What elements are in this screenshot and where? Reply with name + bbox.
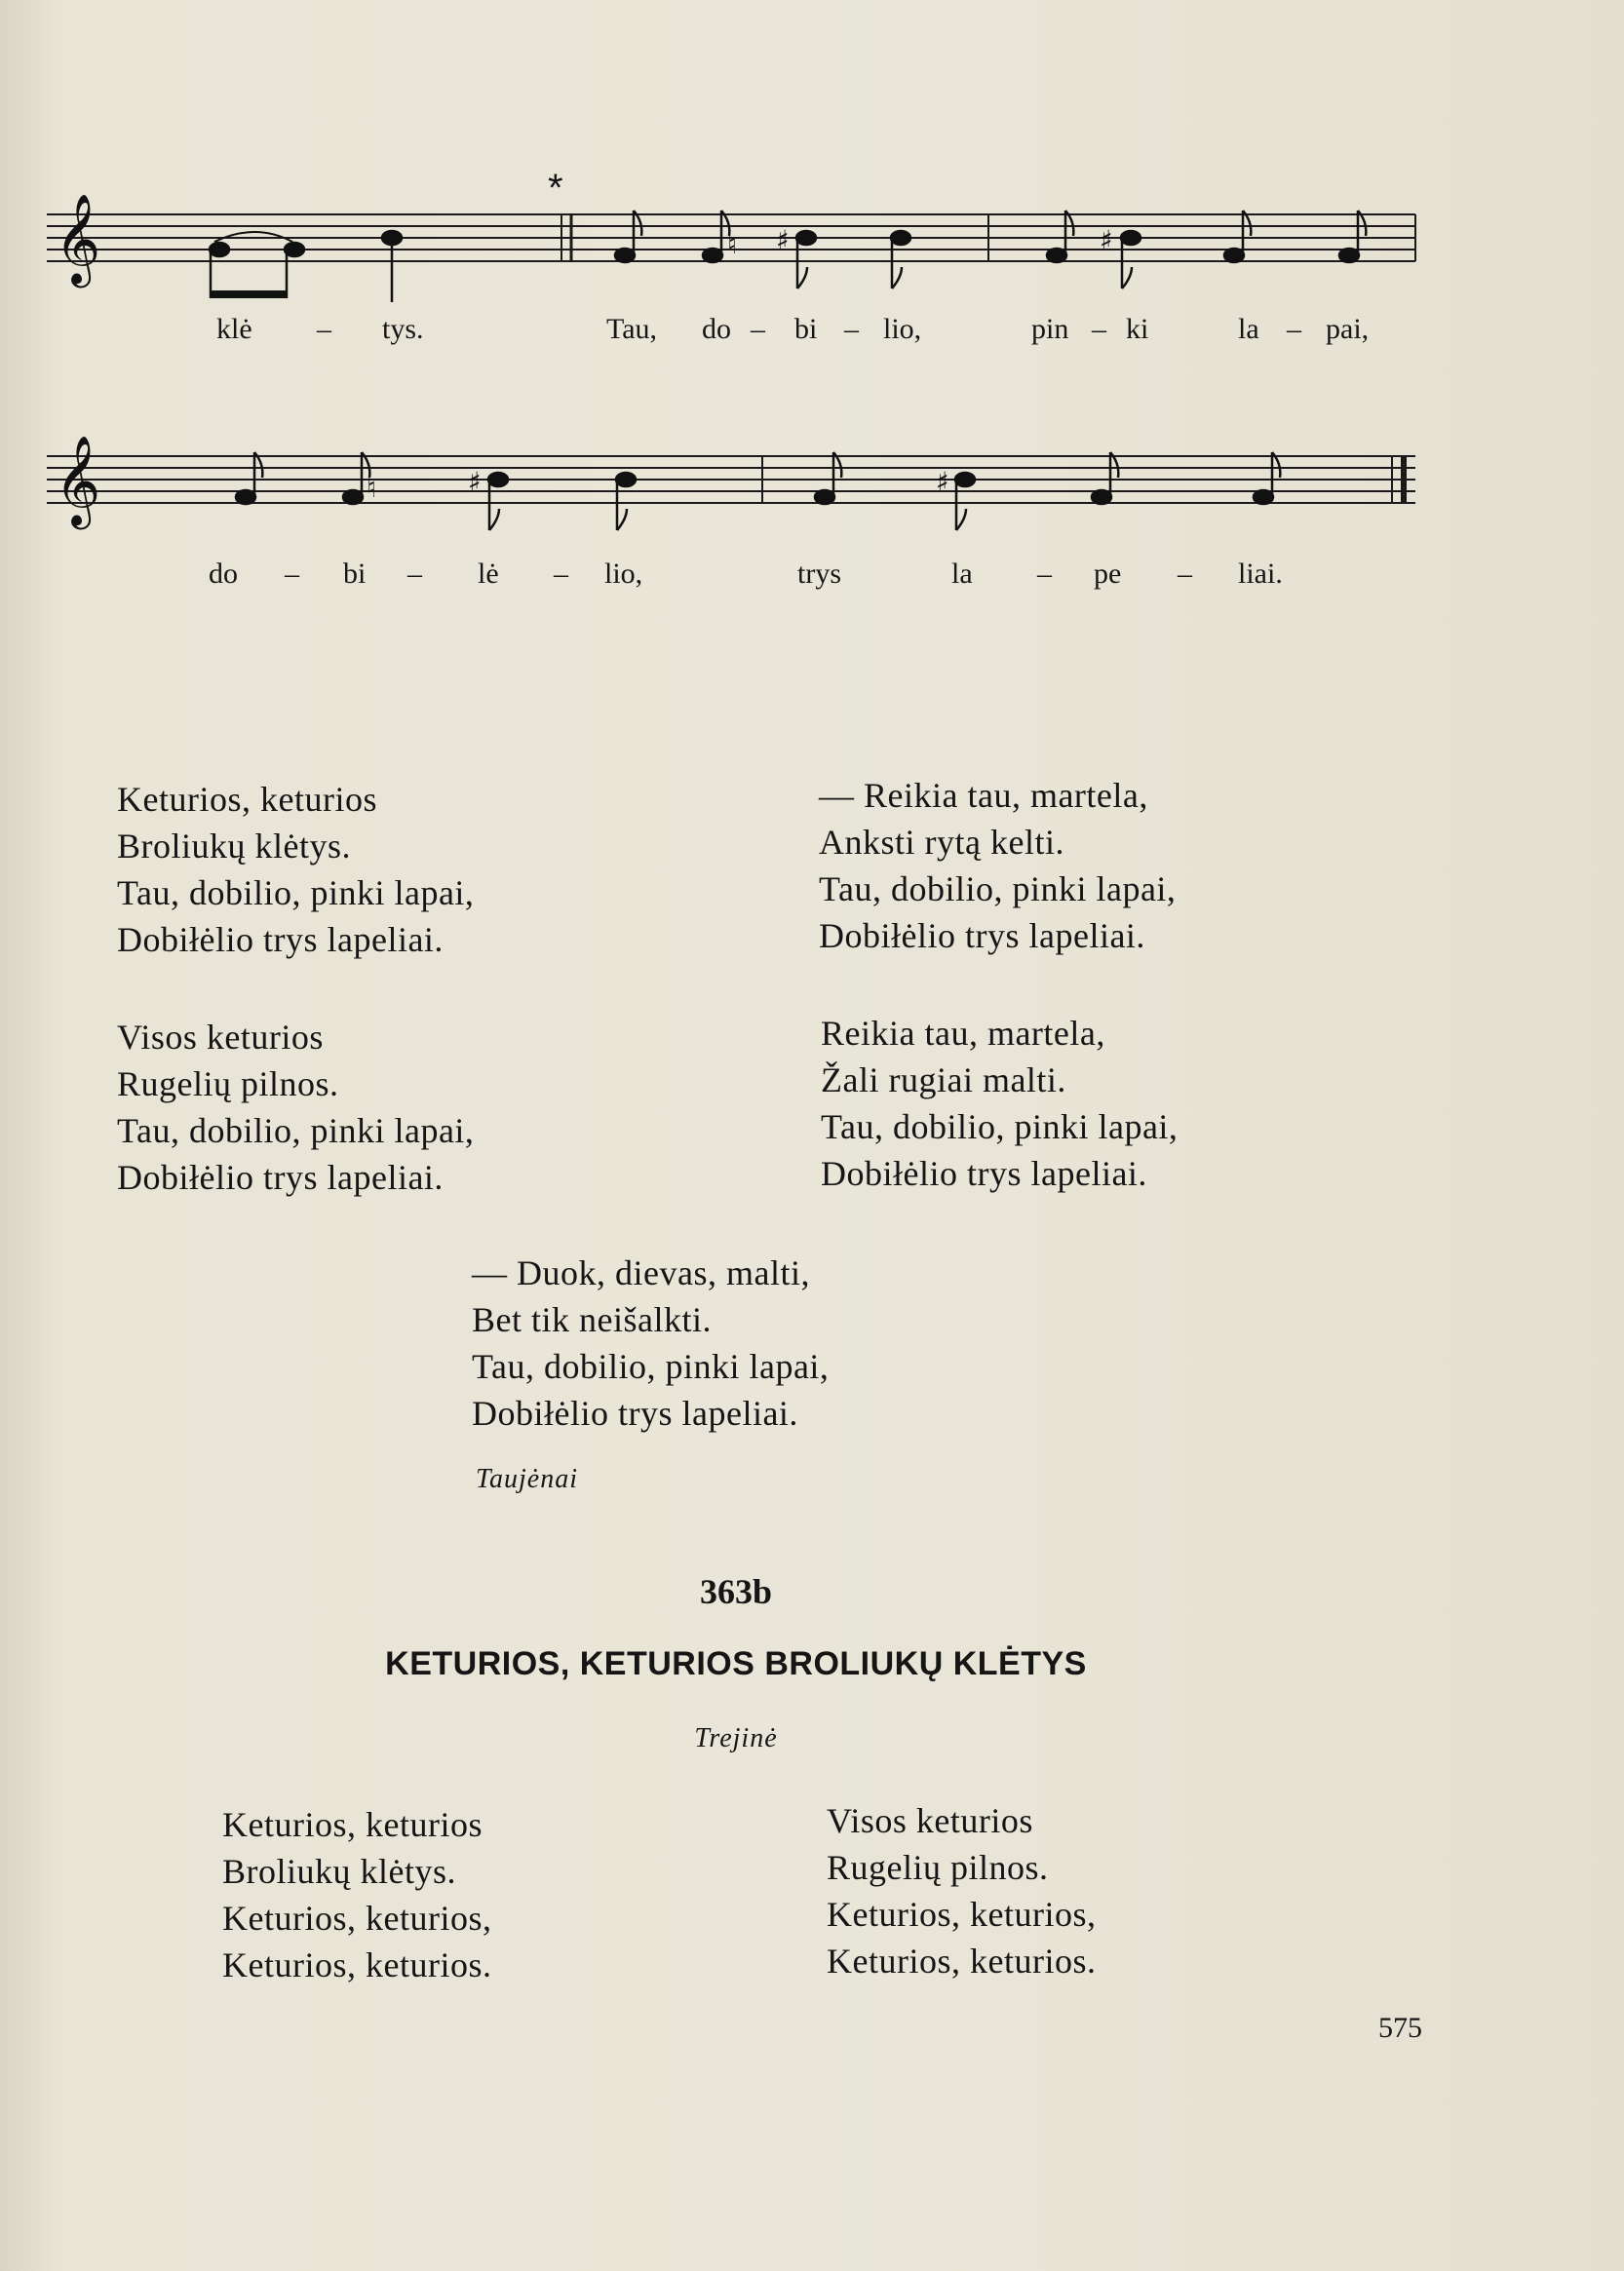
- svg-text:♯: ♯: [936, 466, 949, 498]
- svg-text:♮: ♮: [367, 472, 377, 504]
- lyric-syllable: lio,: [604, 558, 643, 590]
- stanza-5: [472, 1250, 829, 1437]
- song-title: KETURIOS, KETURIOS BROLIUKŲ KLĖTYS: [385, 1645, 1087, 1682]
- stanza-4: [821, 1010, 1178, 1197]
- verse-line: Keturios, keturios.: [827, 1942, 1097, 1981]
- verse-line: Keturios, keturios: [117, 780, 377, 819]
- lyric-syllable: la: [1238, 313, 1259, 345]
- verse-line: Visos keturios: [827, 1801, 1033, 1840]
- svg-text:♯: ♯: [468, 466, 482, 498]
- place-of-recording: Taujėnai: [476, 1464, 578, 1494]
- stanza-2: [117, 1014, 474, 1201]
- verse-line: Rugelių pilnos.: [827, 1848, 1049, 1887]
- lyric-syllable: Tau,: [606, 313, 658, 345]
- lyric-syllable: –: [1092, 313, 1106, 345]
- verse-line: Anksti rytą kelti.: [819, 823, 1064, 862]
- stanza-1: [117, 776, 474, 963]
- verse-line: Bet tik neišalkti.: [472, 1300, 712, 1339]
- lyric-syllable: –: [1037, 558, 1052, 590]
- lyrics-line-1: [216, 313, 1369, 345]
- verse-line: Rugelių pilnos.: [117, 1064, 339, 1103]
- verse-line: Keturios, keturios.: [222, 1945, 492, 1984]
- treble-clef-icon: 𝄞: [55, 193, 101, 284]
- verse-line: Dobiłėlio trys lapeliai.: [819, 916, 1145, 955]
- lyric-syllable: do: [209, 558, 238, 590]
- lyric-syllable: –: [317, 313, 331, 345]
- verse-line: Tau, dobilio, pinki lapai,: [821, 1107, 1179, 1146]
- lyric-syllable: do: [702, 313, 731, 345]
- verse-line: Reikia tau, martela,: [821, 1014, 1105, 1053]
- svg-text:♯: ♯: [776, 224, 790, 256]
- verse-line: — Reikia tau, martela,: [819, 776, 1148, 815]
- lyric-syllable: ki: [1126, 313, 1149, 345]
- verse-line: Tau, dobilio, pinki lapai,: [117, 873, 475, 912]
- song-subtitle: Trejinė: [694, 1723, 778, 1753]
- stanza-b-2: [827, 1797, 1096, 1984]
- lyric-syllable: tys.: [382, 313, 424, 345]
- lyric-syllable: trys: [797, 558, 841, 590]
- verse-line: Keturios, keturios,: [222, 1899, 492, 1938]
- lyric-syllable: –: [1178, 558, 1192, 590]
- lyrics-line-2: [209, 558, 1283, 590]
- lyric-syllable: –: [554, 558, 568, 590]
- verse-line: Dobiłėlio trys lapeliai.: [117, 1158, 444, 1197]
- music-staff-1: [0, 167, 1624, 370]
- lyric-syllable: –: [751, 313, 765, 345]
- stanza-3: [819, 772, 1176, 959]
- lyric-syllable: pin: [1031, 313, 1069, 345]
- lyric-syllable: bi: [343, 558, 367, 590]
- song-number: 363b: [699, 1572, 773, 1611]
- svg-text:♯: ♯: [1100, 224, 1113, 256]
- verse-line: — Duok, dievas, malti,: [472, 1253, 810, 1292]
- page-number: 575: [1378, 2012, 1422, 2044]
- lyric-syllable: pe: [1094, 558, 1122, 590]
- lyric-syllable: liai.: [1238, 558, 1283, 590]
- lyric-syllable: klė: [216, 313, 252, 345]
- stanza-b-1: [222, 1801, 491, 1988]
- verse-line: Žali rugiai malti.: [821, 1060, 1066, 1099]
- treble-clef-icon: 𝄞: [55, 435, 101, 525]
- asterisk-mark: *: [548, 167, 563, 210]
- lyric-syllable: –: [285, 558, 299, 590]
- verse-line: Broliukų klėtys.: [117, 827, 351, 866]
- lyric-syllable: bi: [794, 313, 818, 345]
- verse-line: Tau, dobilio, pinki lapai,: [117, 1111, 475, 1150]
- lyric-syllable: –: [407, 558, 422, 590]
- verse-line: Dobiłėlio trys lapeliai.: [472, 1394, 798, 1433]
- lyric-syllable: lė: [478, 558, 499, 590]
- verse-line: Tau, dobilio, pinki lapai,: [472, 1347, 830, 1386]
- lyric-syllable: –: [844, 313, 859, 345]
- svg-text:♮: ♮: [727, 228, 738, 260]
- verse-line: Dobiłėlio trys lapeliai.: [117, 920, 444, 959]
- music-staff-2: [0, 417, 1624, 612]
- lyric-syllable: pai,: [1326, 313, 1370, 345]
- verse-line: Dobiłėlio trys lapeliai.: [821, 1154, 1147, 1193]
- verse-line: Broliukų klėtys.: [222, 1852, 456, 1891]
- lyric-syllable: –: [1287, 313, 1301, 345]
- verse-line: Keturios, keturios,: [827, 1895, 1097, 1934]
- lyric-syllable: la: [951, 558, 973, 590]
- verse-line: Tau, dobilio, pinki lapai,: [819, 869, 1177, 908]
- lyric-syllable: lio,: [883, 313, 922, 345]
- verse-line: Visos keturios: [117, 1018, 324, 1057]
- verse-line: Keturios, keturios: [222, 1805, 483, 1844]
